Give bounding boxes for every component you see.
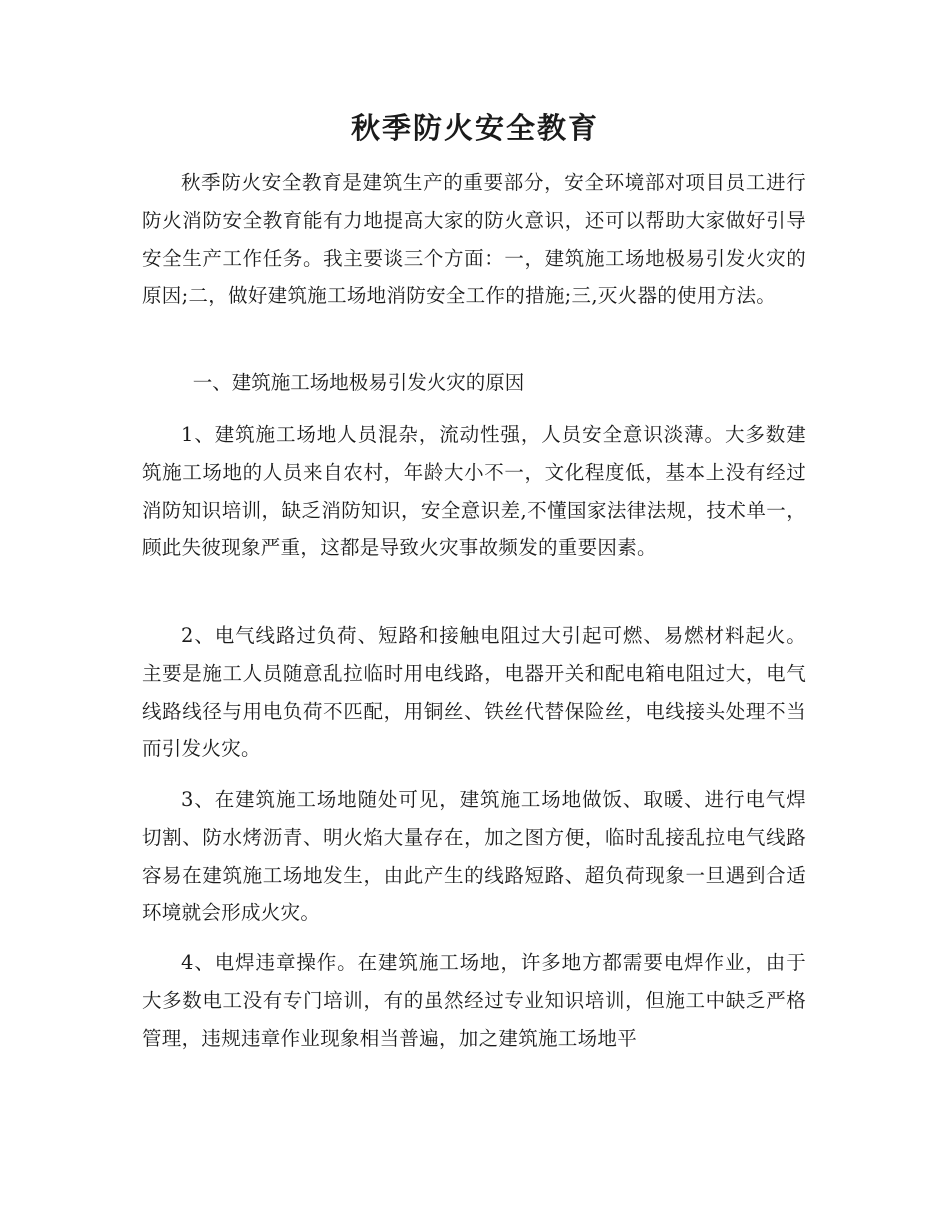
- document-title: 秋季防火安全教育: [350, 111, 599, 145]
- intro-paragraph: 秋季防火安全教育是建筑生产的重要部分，安全环境部对项目员工进行防火消防安全教育能有力地提高大家的防火意识，还可以帮助大家做好引导安全生产工作任务。我主要谈三个方面：一，建筑施工场地极易引发火灾的原因;二，做好建筑施工场地消防安全工作的措施;三,灭火器的使用方法。: [142, 171, 806, 308]
- list-item-paragraph: 4、电焊违章操作。在建筑施工场地，许多地方都需要电焊作业，由于大多数电工没有专门培训，有的虽然经过专业知识培训，但施工中缺乏严格管理，违规违章作业现象相当普遍，加之建筑施工场地平: [142, 951, 806, 1050]
- list-item-paragraph: 3、在建筑施工场地随处可见，建筑施工场地做饭、取暖、进行电气焊切割、防水烤沥青、明火焰大量存在，加之图方便，临时乱接乱拉电气线路容易在建筑施工场地发生，由此产生的线路短路、超负荷现象一旦遇到合适环境就会形成火灾。: [142, 788, 806, 925]
- list-item-paragraph: 1、建筑施工场地人员混杂，流动性强，人员安全意识淡薄。大多数建筑施工场地的人员来自农村，年龄大小不一，文化程度低，基本上没有经过消防知识培训，缺乏消防知识，安全意识差,不懂国家法律法规，技术单一，顾此失彼现象严重，这都是导致火灾事故频发的重要因素。: [142, 423, 806, 560]
- section-heading: 一、建筑施工场地极易引发火灾的原因: [192, 371, 525, 394]
- list-item-paragraph: 2、电气线路过负荷、短路和接触电阻过大引起可燃、易燃材料起火。主要是施工人员随意乱拉临时用电线路，电器开关和配电箱电阻过大，电气线路线径与用电负荷不匹配，用铜丝、铁丝代替保险丝，电线接头处理不当而引发火灾。: [142, 624, 806, 761]
